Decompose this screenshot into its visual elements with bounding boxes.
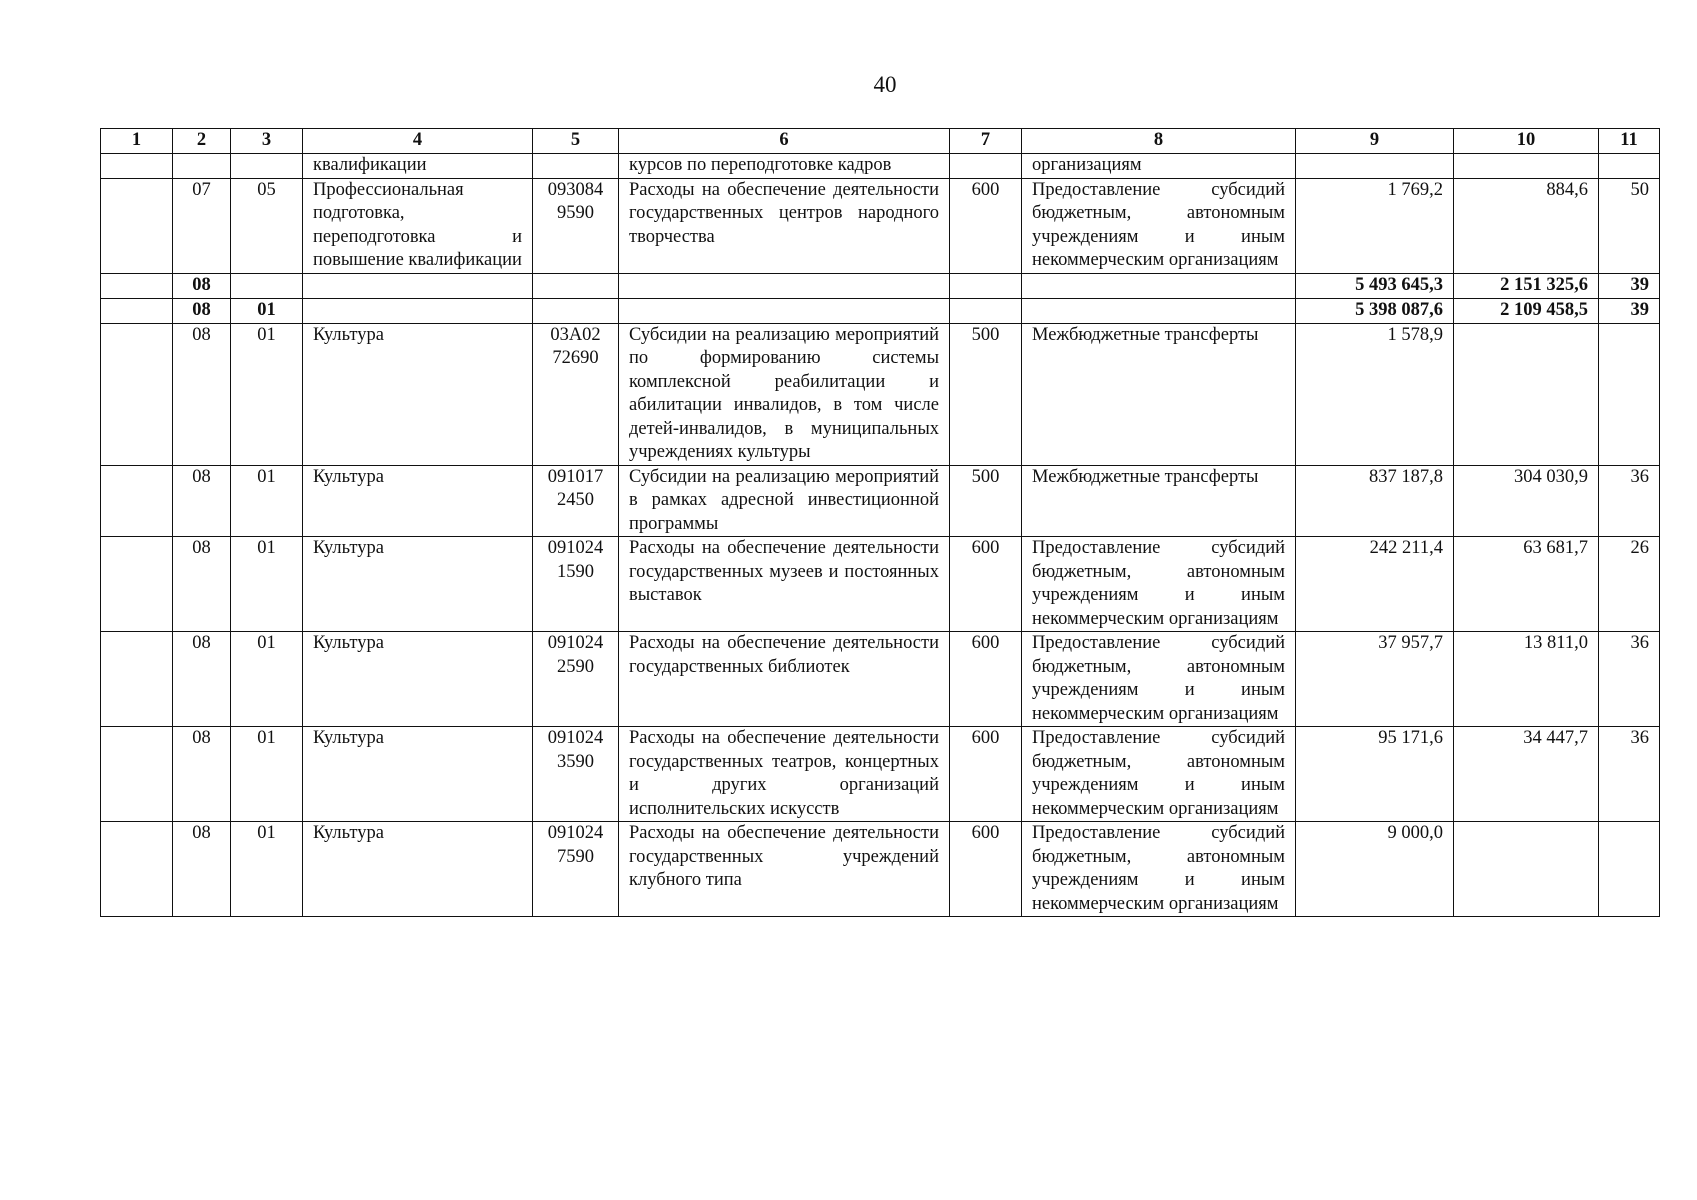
cell-amount-executed: 63 681,7 [1454,537,1599,632]
cell-amount-plan: 1 578,9 [1296,323,1454,465]
cell-section-code: 07 [173,178,231,273]
cell-col-1 [101,154,173,179]
cell-expense-purpose: Расходы на обеспечение деятельности государственных музеев и постоянных выставок [619,537,950,632]
cell-expense-type-code: 600 [950,537,1022,632]
cell-col-1 [101,465,173,537]
cell-expense-type-code: 600 [950,632,1022,727]
table-row [101,632,1660,727]
cell-expense-type-code: 500 [950,323,1022,465]
table-row [101,178,1660,273]
cell-target-article-code [533,298,619,323]
cell-expense-purpose: Расходы на обеспечение деятельности государственных центров народного творчества [619,178,950,273]
cell-target-article-code: 03А02 72690 [533,323,619,465]
cell-col-1 [101,323,173,465]
cell-execution-percent: 39 [1599,298,1660,323]
header-row [101,129,1660,154]
col-header-4: 4 [303,129,533,154]
cell-target-article-code: 091024 3590 [533,727,619,822]
budget-table [100,128,1660,917]
table-row [101,323,1660,465]
cell-amount-executed: 304 030,9 [1454,465,1599,537]
cell-section-name [303,273,533,298]
col-header-2: 2 [173,129,231,154]
cell-section-code: 08 [173,632,231,727]
cell-amount-executed: 2 109 458,5 [1454,298,1599,323]
table-row [101,727,1660,822]
cell-amount-plan: 5 398 087,6 [1296,298,1454,323]
cell-subsection-code [231,154,303,179]
cell-expense-purpose: курсов по переподготовке кадров [619,154,950,179]
cell-section-name: Культура [303,323,533,465]
cell-section-name: Культура [303,632,533,727]
cell-section-code: 08 [173,323,231,465]
table-row-total [101,273,1660,298]
cell-expense-type-name: Предоставление субсидий бюджетным, автономным учреждениям и иным некоммерческим организациям [1022,632,1296,727]
cell-execution-percent: 36 [1599,632,1660,727]
cell-target-article-code: 091024 2590 [533,632,619,727]
table-row [101,465,1660,537]
cell-amount-plan: 837 187,8 [1296,465,1454,537]
cell-col-1 [101,537,173,632]
col-header-11: 11 [1599,129,1660,154]
col-header-5: 5 [533,129,619,154]
table-row [101,537,1660,632]
cell-expense-type-code [950,298,1022,323]
cell-amount-plan: 37 957,7 [1296,632,1454,727]
cell-subsection-code: 01 [231,465,303,537]
cell-section-code [173,154,231,179]
cell-subsection-code: 01 [231,632,303,727]
cell-amount-executed [1454,154,1599,179]
cell-expense-purpose [619,273,950,298]
cell-expense-type-name: Межбюджетные трансферты [1022,465,1296,537]
cell-section-code: 08 [173,298,231,323]
cell-subsection-code: 01 [231,727,303,822]
cell-target-article-code: 091024 7590 [533,822,619,917]
cell-target-article-code [533,154,619,179]
cell-amount-executed [1454,822,1599,917]
cell-execution-percent [1599,323,1660,465]
col-header-6: 6 [619,129,950,154]
cell-target-article-code: 093084 9590 [533,178,619,273]
cell-amount-plan: 242 211,4 [1296,537,1454,632]
cell-expense-purpose: Расходы на обеспечение деятельности государственных театров, концертных и других организаций исполнительских искусств [619,727,950,822]
cell-col-1 [101,822,173,917]
cell-expense-type-code: 600 [950,178,1022,273]
cell-execution-percent [1599,822,1660,917]
cell-expense-type-name: Предоставление субсидий бюджетным, автономным учреждениям и иным некоммерческим организациям [1022,822,1296,917]
cell-subsection-code: 01 [231,298,303,323]
cell-col-1 [101,273,173,298]
cell-amount-executed: 2 151 325,6 [1454,273,1599,298]
cell-expense-purpose: Расходы на обеспечение деятельности государственных учреждений клубного типа [619,822,950,917]
cell-expense-type-name: Предоставление субсидий бюджетным, автономным учреждениям и иным некоммерческим организациям [1022,537,1296,632]
cell-subsection-code: 01 [231,822,303,917]
cell-expense-purpose: Расходы на обеспечение деятельности государственных библиотек [619,632,950,727]
cell-subsection-code: 01 [231,537,303,632]
cell-subsection-code [231,273,303,298]
cell-amount-executed [1454,323,1599,465]
col-header-8: 8 [1022,129,1296,154]
cell-expense-type-code [950,273,1022,298]
cell-col-1 [101,178,173,273]
cell-section-code: 08 [173,465,231,537]
cell-section-name [303,298,533,323]
cell-execution-percent: 36 [1599,727,1660,822]
cell-section-code: 08 [173,537,231,632]
cell-expense-type-name: организациям [1022,154,1296,179]
cell-section-name: Культура [303,822,533,917]
cell-section-code: 08 [173,822,231,917]
cell-section-name: квалификации [303,154,533,179]
cell-execution-percent: 26 [1599,537,1660,632]
col-header-9: 9 [1296,129,1454,154]
col-header-3: 3 [231,129,303,154]
cell-target-article-code: 091024 1590 [533,537,619,632]
cell-execution-percent [1599,154,1660,179]
cell-expense-type-name [1022,298,1296,323]
cell-col-1 [101,298,173,323]
cell-section-name: Культура [303,727,533,822]
cell-section-name: Культура [303,537,533,632]
cell-execution-percent: 50 [1599,178,1660,273]
cell-section-name: Профессиональная подготовка, переподготовка и повышение квалификации [303,178,533,273]
cell-subsection-code: 05 [231,178,303,273]
cell-expense-purpose: Субсидии на реализацию мероприятий в рамках адресной инвестиционной программы [619,465,950,537]
cell-expense-purpose [619,298,950,323]
cell-amount-plan: 9 000,0 [1296,822,1454,917]
cell-col-1 [101,727,173,822]
cell-expense-type-code: 500 [950,465,1022,537]
cell-expense-type-name [1022,273,1296,298]
col-header-1: 1 [101,129,173,154]
cell-expense-type-code [950,154,1022,179]
page-number: 40 [873,72,897,97]
table-row-total [101,298,1660,323]
cell-expense-type-name: Предоставление субсидий бюджетным, автономным учреждениям и иным некоммерческим организациям [1022,178,1296,273]
cell-expense-type-code: 600 [950,822,1022,917]
cell-target-article-code: 091017 2450 [533,465,619,537]
cell-amount-plan: 5 493 645,3 [1296,273,1454,298]
cell-col-1 [101,632,173,727]
cell-amount-plan: 1 769,2 [1296,178,1454,273]
cell-target-article-code [533,273,619,298]
cell-amount-executed: 34 447,7 [1454,727,1599,822]
cell-section-name: Культура [303,465,533,537]
cell-expense-purpose: Субсидии на реализацию мероприятий по формированию системы комплексной реабилитации и абилитации инвалидов, в том числе детей-инвалидов, в муниципальных учреждениях культуры [619,323,950,465]
cell-section-code: 08 [173,727,231,822]
cell-amount-plan: 95 171,6 [1296,727,1454,822]
col-header-7: 7 [950,129,1022,154]
table-row [101,154,1660,179]
cell-subsection-code: 01 [231,323,303,465]
cell-execution-percent: 39 [1599,273,1660,298]
cell-execution-percent: 36 [1599,465,1660,537]
cell-amount-executed: 13 811,0 [1454,632,1599,727]
cell-section-code: 08 [173,273,231,298]
cell-amount-plan [1296,154,1454,179]
table-row [101,822,1660,917]
cell-expense-type-name: Предоставление субсидий бюджетным, автономным учреждениям и иным некоммерческим организациям [1022,727,1296,822]
cell-amount-executed: 884,6 [1454,178,1599,273]
cell-expense-type-name: Межбюджетные трансферты [1022,323,1296,465]
col-header-10: 10 [1454,129,1599,154]
cell-expense-type-code: 600 [950,727,1022,822]
